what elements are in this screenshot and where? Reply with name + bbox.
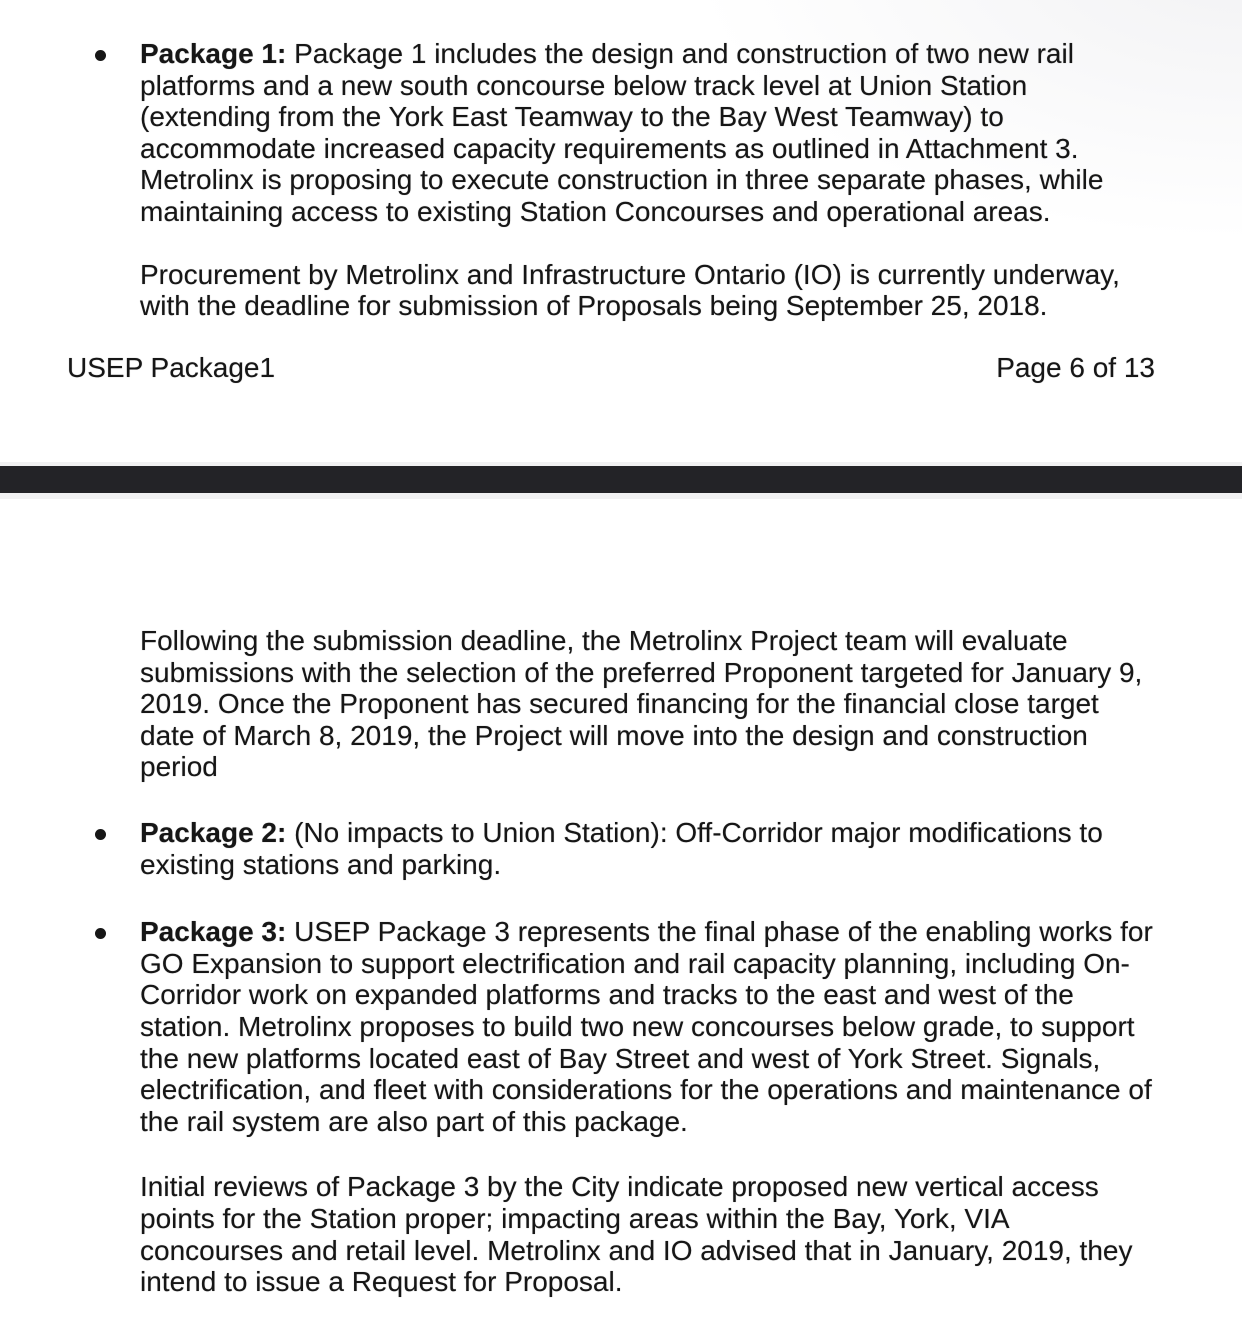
paragraph-following-deadline: Following the submission deadline, the Metrolinx Project team will evaluate submissions with the selection of the preferred Proponent targeted for January 9, 2019. Once the Proponent has secured financing for the financial close target date of March 8, 2019, the Project will move into the design and construction period <box>140 625 1143 783</box>
package-3-paragraph <box>140 916 1155 1137</box>
page-separator <box>0 462 1242 499</box>
package-2-label: Package 2: <box>140 816 287 848</box>
footer-document-title: USEP Package1 <box>67 351 276 383</box>
bullet-icon <box>95 829 106 840</box>
package-3-text: USEP Package 3 represents the final phase of the enabling works for GO Expansion to support electrification and rail capacity planning, including On-Corridor work on expanded platforms and tracks to the east and west of the station. Metrolinx proposes to build two new concourses below grade, to support the new platforms located east of Bay Street and west of York Street. Signals, electrification, and fleet with considerations for the operations and maintenance of the rail system are also part of this package. <box>140 916 1153 1137</box>
list-item-package-3 <box>0 916 1242 1137</box>
paragraph-procurement: Procurement by Metrolinx and Infrastructure Ontario (IO) is currently underway, with the deadline for submission of Proposals being September 25, 2018. <box>140 258 1120 322</box>
package-1-paragraph <box>140 38 1155 228</box>
bullet-icon <box>95 50 106 61</box>
package-1-text: Package 1 includes the design and construction of two new rail platforms and a new south concourse below track level at Union Station (extending from the York East Teamway to the Bay West Teamway) to accommodate increased capacity requirements as outlined in Attachment 3. Metrolinx is proposing to execute construction in three separate phases, while maintaining access to existing Station Concourses and operational areas. <box>140 38 1104 227</box>
page-footer <box>67 352 1155 384</box>
footer-page-number: Page 6 of 13 <box>996 351 1155 383</box>
package-3-label: Package 3: <box>140 916 287 948</box>
document-page-7 <box>0 499 1242 1325</box>
package-2-text: (No impacts to Union Station): Off-Corridor major modifications to existing stations and parking. <box>140 816 1103 880</box>
document-page-6 <box>0 0 1242 462</box>
list-item-package-1 <box>0 38 1242 228</box>
package-2-paragraph <box>140 817 1155 880</box>
list-item-package-2 <box>0 817 1242 880</box>
paragraph-initial-reviews: Initial reviews of Package 3 by the City indicate proposed new vertical access points for the Station proper; impacting areas within the Bay, York, VIA concourses and retail level. Metrolinx and IO advised that in January, 2019, they intend to issue a Request for Proposal. <box>140 1171 1133 1298</box>
package-1-label: Package 1: <box>140 38 287 69</box>
page-separator-band <box>0 466 1242 493</box>
bullet-icon <box>95 928 106 939</box>
